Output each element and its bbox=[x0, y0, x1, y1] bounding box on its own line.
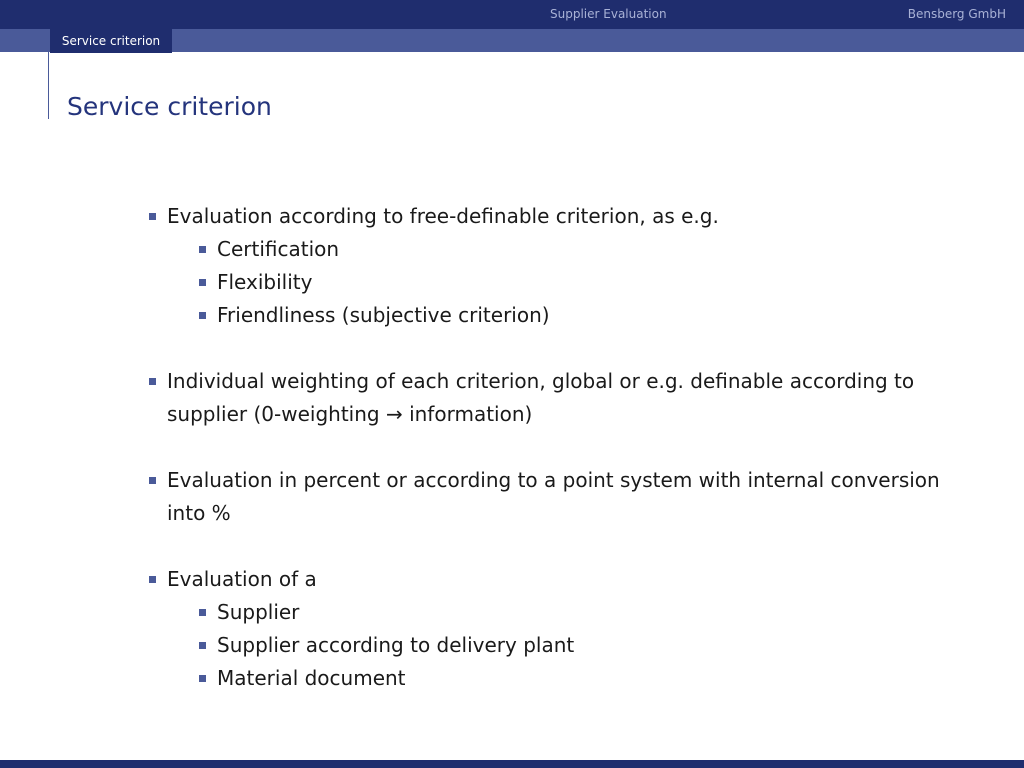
tab-bar bbox=[0, 29, 1024, 52]
sub-bullet-item: Supplier according to delivery plant bbox=[146, 629, 966, 662]
decorative-divider bbox=[48, 29, 49, 119]
sub-bullet-item: Supplier bbox=[146, 596, 966, 629]
bullet-item: Evaluation in percent or according to a point system with internal conversion into % bbox=[146, 464, 966, 530]
bullet-list bbox=[146, 200, 966, 695]
bullet-item: Individual weighting of each criterion, global or e.g. definable according to supplier (0-weighting → information) bbox=[146, 365, 966, 431]
tab-service-criterion[interactable]: Service criterion bbox=[50, 29, 172, 53]
header-bar bbox=[0, 0, 1024, 29]
sub-bullet-item: Flexibility bbox=[146, 266, 966, 299]
bullet-item: Evaluation according to free-definable criterion, as e.g. bbox=[146, 200, 966, 233]
slide-title: Service criterion bbox=[67, 92, 272, 121]
sub-bullet-item: Certification bbox=[146, 233, 966, 266]
arrow-right-icon: → bbox=[385, 402, 403, 426]
sub-bullet-item: Material document bbox=[146, 662, 966, 695]
bullet-item: Evaluation of a bbox=[146, 563, 966, 596]
section-title: Supplier Evaluation bbox=[550, 7, 667, 21]
sub-bullet-item: Friendliness (subjective criterion) bbox=[146, 299, 966, 332]
footer-bar bbox=[0, 760, 1024, 768]
company-name: Bensberg GmbH bbox=[907, 7, 1006, 21]
